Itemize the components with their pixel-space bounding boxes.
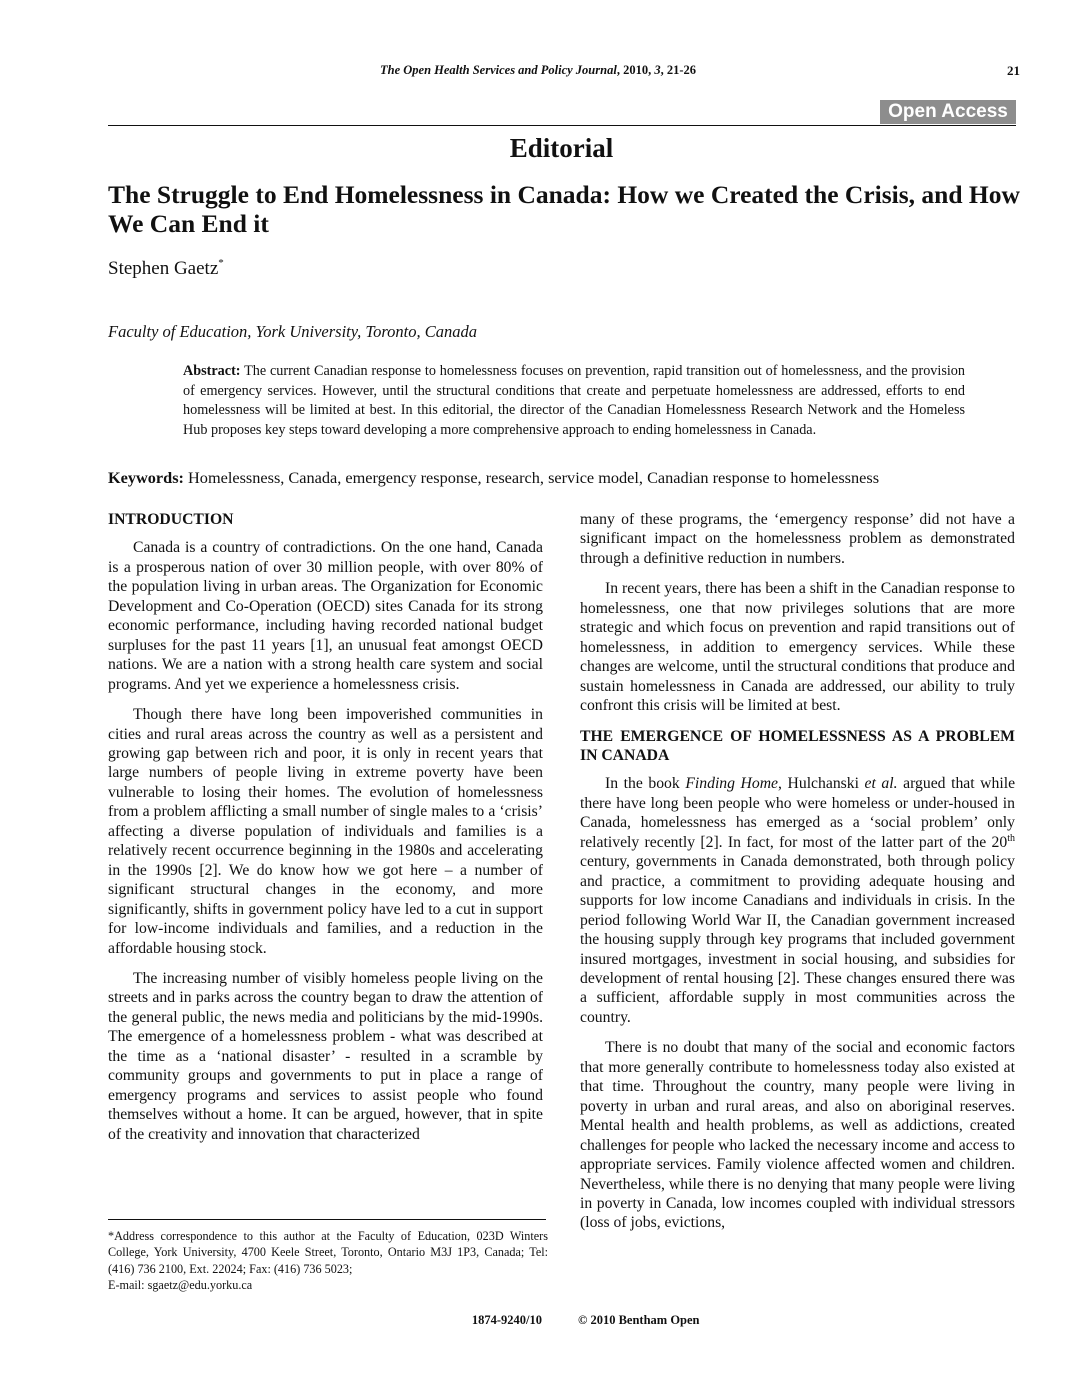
right-column	[580, 510, 1015, 1233]
keywords	[108, 468, 1018, 488]
open-access-badge: Open Access	[880, 100, 1016, 124]
copyright-icon: ©	[578, 1313, 588, 1327]
et-al: et al.	[864, 775, 898, 793]
journal-header	[0, 63, 1076, 78]
footnote-rule	[108, 1219, 546, 1220]
ordinal-superscript: th	[1007, 832, 1015, 844]
journal-year: , 2010,	[616, 63, 655, 77]
book-title: Finding Home	[685, 775, 779, 793]
footnote	[108, 1228, 548, 1294]
paragraph: The increasing number of visibly homeless people living on the streets and in parks across the country began to draw the attention of the general public, the news media and politicians by the mid-1990s. The emergence of a homelessness problem - what was described at the time as a ‘national disaster’ - resulted in a scramble by community groups and governments to put in place a range of emergency programs and services to assist people who found themselves without a home. It can be argued, however, that in spite of the creativity and innovation that characterized	[108, 969, 543, 1143]
paragraph: Canada is a country of contradictions. On the one hand, Canada is a prosperous nation of over 30 million people, with over 80% of the population living in urban areas. The Organization for Economic Development and Co-Operation (OECD) sites Canada for its strong economic performance, including having recorded national budget surpluses for the past 11 years [1], an unusual feat amongst OECD nations. We are a nation with a strong health care system and social programs. And yet we experience a homelessness crisis.	[108, 539, 543, 693]
journal-name: The Open Health Services and Policy Journal	[380, 63, 617, 77]
paragraph: There is no doubt that many of the social and economic factors that more generally contribute to homelessness today also existed at that time. Throughout the country, many people were living in poverty in urban and rural areas, and also on aboriginal reserves. Mental health and health problems, as well as addictions, created challenges for people who lacked the necessary income and access to appropriate services. Family violence affected women and children. Nevertheless, while there is no denying that many people were living in poverty in Canada, low incomes coupled with individual stressors (loss of jobs, evictions,	[580, 1039, 1015, 1232]
article-title: The Struggle to End Homelessness in Canada: How we Created the Crisis, and How We Can End it	[108, 180, 1020, 238]
paragraph: In recent years, there has been a shift in the Canadian response to homelessness, one that now privileges solutions that are more strategic and which focus on prevention and rapid transitions out of homelessness, in addition to emergency services. While these changes are welcome, until the structural conditions that produce and sustain homelessness in Canada are addressed, our ability to truly confront this crisis will be limited at best.	[580, 580, 1015, 715]
text-run: In the book	[605, 775, 686, 793]
author-name: Stephen Gaetz	[108, 258, 219, 279]
section-heading-emergence: THE EMERGENCE OF HOMELESSNESS AS A PROBLEM IN CANADA	[580, 727, 1015, 764]
text-run: argued that while there have long been people who were homeless or under-housed in Canada, homelessness has emerged as a ‘social problem’ only relatively recently [2]. In fact, for most of the latter part of the 20	[580, 775, 1016, 851]
author-mark: *	[218, 257, 224, 269]
page-number: 21	[1007, 63, 1020, 78]
keywords-text: Homelessness, Canada, emergency response, research, service model, Canadian response to homelessness	[188, 468, 880, 487]
abstract	[183, 362, 965, 440]
copyright-text: 2010 Bentham Open	[590, 1313, 700, 1327]
paragraph-continued: many of these programs, the ‘emergency response’ did not have a significant impact on the homelessness problem as demonstrated through a definitive reduction in numbers.	[580, 511, 1015, 567]
paragraph	[580, 774, 1015, 1027]
journal-pages: , 21-26	[660, 63, 696, 77]
affiliation: Faculty of Education, York University, Toronto, Canada	[108, 322, 477, 341]
abstract-text: The current Canadian response to homelessness focuses on prevention, rapid transition out of homelessness, and the provision of emergency services. However, until the structural conditions that create and perpetuate homelessness are addressed, efforts to end homelessness will be limited at best. In this editorial, the director of the Canadian Homelessness Research Network and the Homeless Hub proposes key steps toward developing a more comprehensive approach to ending homelessness in Canada.	[183, 363, 965, 438]
article-type: Editorial	[509, 133, 614, 163]
issn: 1874-9240/10	[471, 1313, 542, 1327]
copyright	[578, 1313, 700, 1328]
left-column	[108, 510, 543, 1144]
keywords-label: Keywords:	[108, 468, 184, 487]
author	[108, 257, 224, 280]
abstract-label: Abstract:	[183, 363, 241, 379]
footnote-address: *Address correspondence to this author at the Faculty of Education, 023D Winters College, York University, 4700 Keele Street, Toronto, Ontario M3J 1P3, Canada; Tel: (416) 736 2100, Ext. 22024; Fax: (416) 736 5023;	[108, 1229, 548, 1276]
journal-volume: 3	[654, 63, 661, 77]
header-rule	[108, 125, 1016, 126]
text-run: , Hulchanski	[778, 775, 865, 793]
section-heading-introduction: INTRODUCTION	[108, 511, 234, 528]
paragraph: Though there have long been impoverished communities in cities and rural areas across the country as well as a persistent and growing gap between rich and poor, it is only in recent years that large numbers of people living in extreme poverty have been vulnerable to losing their homes. The evolution of homelessness from a problem afflicting a small number of single males to a ‘crisis’ affecting a diverse population of individuals and families is a relatively recent occurrence beginning in the 1980s and accelerating in the 1990s [2]. We do know how we got here – a number of significant structural changes in the economy, and more significantly, shifts in government policy have led to a cut in support for low-income individuals and families, and a reduction in the affordable housing stock.	[108, 706, 543, 957]
text-run: century, governments in Canada demonstrated, both through policy and practice, a commitment to providing adequate housing and supports for low income Canadians and individuals in crisis. In the period following World War II, the Canadian government increased the housing supply through key programs that included government insured mortgages, investment in social housing, and subsidies for development of rental housing [2]. These changes ensured there was a sufficient, affordable supply in most communities across the country.	[580, 853, 1015, 1026]
footnote-email: E-mail: sgaetz@edu.yorku.ca	[108, 1278, 253, 1293]
